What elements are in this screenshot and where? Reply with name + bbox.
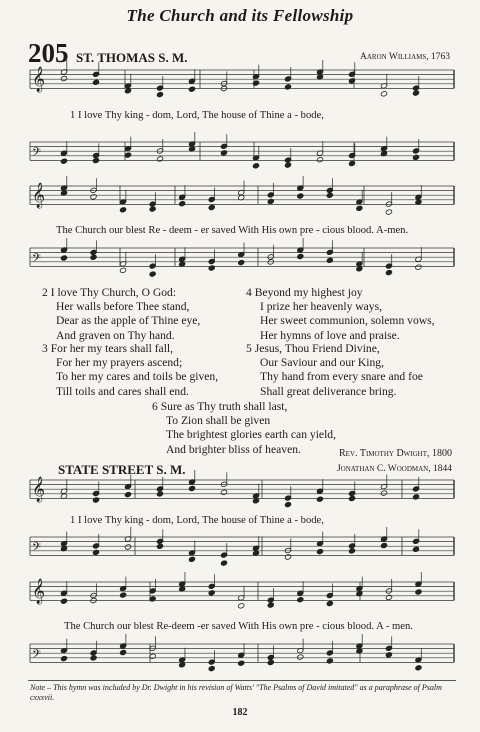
page-header: The Church and its Fellowship — [126, 6, 354, 25]
composer-credit: Jonathan C. Woodman, 1844 — [336, 464, 452, 474]
svg-text:𝄢: 𝄢 — [32, 146, 42, 162]
page-number: 182 — [232, 707, 248, 718]
svg-text:𝄞: 𝄞 — [32, 183, 46, 208]
divider — [28, 680, 456, 681]
tune-name: STATE STREET S. M. — [58, 462, 186, 477]
author-credit: Rev. Timothy Dwight, 1800 — [339, 448, 452, 459]
tune-name: ST. THOMAS S. M. — [76, 50, 188, 65]
svg-text:𝄢: 𝄢 — [32, 648, 42, 664]
verse-2: 2 I love Thy Church, O God: Her walls before Thee stand, Dear as the apple of Thine eye, And graven on Thy hand. — [42, 286, 201, 342]
lyrics-line: 1 I love Thy king - dom, Lord, The house of Thine a - bode, — [70, 515, 324, 526]
svg-text:𝄢: 𝄢 — [32, 541, 42, 557]
footnote: Note – This hymn was included by Dr. Dwight in his revision of Watts' "The Psalms of David imitated" as a paraphrase of Psalm cxxxvii. — [30, 683, 442, 702]
lyrics-line: The Church our blest Re-deem -er saved With His own pre - cious blood. A - men. — [64, 621, 413, 632]
svg-text:𝄞: 𝄞 — [32, 67, 46, 92]
verse-3: 3 For her my tears shall fall, For her my prayers ascend; To her my cares and toils be given, Till toils and cares shall end. — [42, 342, 219, 398]
hymn-number: 205 — [28, 38, 69, 68]
verse-4: 4 Beyond my highest joy I prize her heavenly ways, Her sweet communion, solemn vows, Her hymns of love and praise. — [246, 286, 435, 342]
verse-6: 6 Sure as Thy truth shall last, To Zion shall be given The brightest glories earth can yield, And brighter bliss of heaven. — [152, 400, 336, 456]
music-system-2-a — [0, 180, 480, 230]
composer-credit: Aaron Williams, 1763 — [359, 52, 450, 62]
svg-text:𝄞: 𝄞 — [32, 477, 46, 502]
lyrics-line: The Church our blest Re - deem - er saved With His own pre - cious blood. A-men. — [56, 225, 409, 236]
lyrics-line: 1 I love Thy king - dom, Lord, The house of Thine a - bode, — [70, 110, 324, 121]
music-system-4-b — [0, 640, 480, 680]
verse-5: 5 Jesus, Thou Friend Divine, Our Saviour and our King, Thy hand from every snare and foe Shall great deliverance bring. — [246, 342, 423, 398]
music-system-1-b — [0, 136, 480, 176]
svg-text:𝄞: 𝄞 — [32, 579, 46, 604]
music-system-2-b — [0, 242, 480, 282]
svg-text:𝄢: 𝄢 — [32, 252, 42, 268]
music-system-3-b — [0, 531, 480, 571]
music-system-4-a — [0, 574, 480, 624]
